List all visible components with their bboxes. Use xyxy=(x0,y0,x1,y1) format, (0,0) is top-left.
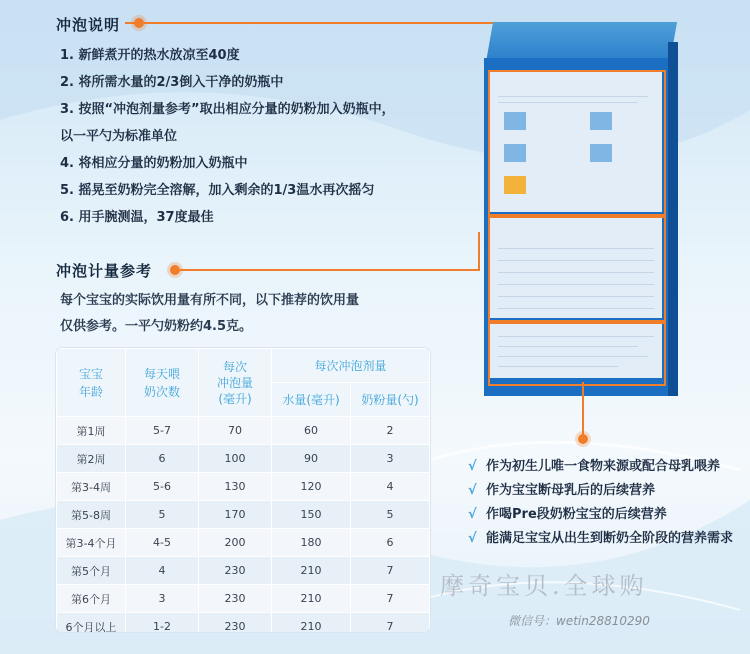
cell-feeds: 6 xyxy=(126,445,199,473)
watermark-text: 摩奇宝贝.全球购 xyxy=(440,572,648,600)
cell-volume: 200 xyxy=(199,529,272,557)
cell-water: 120 xyxy=(272,473,351,501)
prep-step: 4. 将相应分量的奶粉加入奶瓶中 xyxy=(60,156,248,171)
cell-powder: 5 xyxy=(351,501,430,529)
dosage-title: 冲泡计量参考 xyxy=(56,262,153,280)
check-icon: √ xyxy=(468,483,477,498)
cell-volume: 230 xyxy=(199,557,272,585)
prep-step: 3. 按照“冲泡剂量参考”取出相应分量的奶粉加入奶瓶中， xyxy=(60,102,395,117)
prep-title-dot xyxy=(134,18,144,28)
table-row xyxy=(57,529,430,557)
dosage-callout-line xyxy=(180,269,480,271)
feature-text: 能满足宝宝从出生到断奶全阶段的营养需求 xyxy=(486,531,734,546)
table-row xyxy=(57,445,430,473)
cell-age: 第2周 xyxy=(57,445,126,473)
cell-powder: 7 xyxy=(351,585,430,613)
cell-powder: 4 xyxy=(351,473,430,501)
highlight-frame-properties xyxy=(488,322,666,386)
dosage-table xyxy=(56,348,430,632)
feature-text: 作喝Pre段奶粉宝宝的后续营养 xyxy=(486,507,667,522)
cell-water: 210 xyxy=(272,585,351,613)
cell-feeds: 1-2 xyxy=(126,613,199,633)
cell-feeds: 4 xyxy=(126,557,199,585)
feature-item xyxy=(468,527,738,551)
product-box-image xyxy=(484,22,674,397)
cell-powder: 6 xyxy=(351,529,430,557)
cell-age: 6个月以上 xyxy=(57,613,126,633)
feature-item xyxy=(468,503,738,527)
cell-water: 90 xyxy=(272,445,351,473)
check-icon: √ xyxy=(468,507,477,522)
cell-feeds: 3 xyxy=(126,585,199,613)
cell-powder: 2 xyxy=(351,417,430,445)
header-water: 水量(毫升) xyxy=(272,383,351,417)
features-callout-dot xyxy=(578,434,588,444)
cell-volume: 170 xyxy=(199,501,272,529)
feature-list xyxy=(468,455,738,551)
header-volume: 每次 冲泡量 (毫升) xyxy=(199,349,272,417)
cell-volume: 130 xyxy=(199,473,272,501)
prep-step: 2. 将所需水量的2/3倒入干净的奶瓶中 xyxy=(60,75,284,90)
cell-powder: 3 xyxy=(351,445,430,473)
cell-water: 180 xyxy=(272,529,351,557)
header-feeds: 每天喂 奶次数 xyxy=(126,349,199,417)
table-row xyxy=(57,557,430,585)
cell-age: 第1周 xyxy=(57,417,126,445)
cell-feeds: 4-5 xyxy=(126,529,199,557)
dosage-callout-drop xyxy=(478,232,480,271)
cell-volume: 230 xyxy=(199,585,272,613)
feature-item xyxy=(468,455,738,479)
table-row xyxy=(57,585,430,613)
cell-age: 第3-4周 xyxy=(57,473,126,501)
header-age: 宝宝 年龄 xyxy=(57,349,126,417)
highlight-frame-dosage xyxy=(488,216,666,322)
prep-steps xyxy=(60,42,480,231)
cell-age: 第5个月 xyxy=(57,557,126,585)
intro-line: 每个宝宝的实际饮用量有所不同，以下推荐的饮用量 xyxy=(60,293,360,308)
feature-text: 作为宝宝断母乳后的后续营养 xyxy=(486,483,656,498)
feature-text: 作为初生儿唯一食物来源或配合母乳喂养 xyxy=(486,459,721,474)
table-row xyxy=(57,417,430,445)
check-icon: √ xyxy=(468,531,477,546)
cell-feeds: 5-7 xyxy=(126,417,199,445)
cell-age: 第5-8周 xyxy=(57,501,126,529)
highlight-frame-prep xyxy=(488,70,666,216)
header-dose-group: 每次冲泡剂量 xyxy=(272,349,430,383)
cell-powder: 7 xyxy=(351,613,430,633)
table-row xyxy=(57,501,430,529)
cell-age: 第6个月 xyxy=(57,585,126,613)
prep-step: 5. 摇晃至奶粉完全溶解，加入剩余的1/3温水再次摇匀 xyxy=(60,183,375,198)
prep-step: 1. 新鲜煮开的热水放凉至40度 xyxy=(60,48,240,63)
table-row xyxy=(57,473,430,501)
dosage-title-dot xyxy=(170,265,180,275)
intro-line: 仅供参考。一平勺奶粉约4.5克。 xyxy=(60,319,253,334)
box-side xyxy=(668,42,678,396)
feature-item xyxy=(468,479,738,503)
cell-age: 第3-4个月 xyxy=(57,529,126,557)
cell-water: 210 xyxy=(272,557,351,585)
dosage-intro xyxy=(60,288,440,340)
box-top xyxy=(486,22,677,62)
cell-volume: 100 xyxy=(199,445,272,473)
header-powder: 奶粉量(勺) xyxy=(351,383,430,417)
cell-water: 210 xyxy=(272,613,351,633)
cell-feeds: 5-6 xyxy=(126,473,199,501)
prep-title: 冲泡说明 xyxy=(56,16,121,34)
cell-feeds: 5 xyxy=(126,501,199,529)
prep-step: 6. 用手腕测温，37度最佳 xyxy=(60,210,214,225)
cell-volume: 230 xyxy=(199,613,272,633)
features-callout-drop xyxy=(582,382,584,437)
cell-powder: 7 xyxy=(351,557,430,585)
watermark-contact: 微信号：wetin28810290 xyxy=(508,614,650,628)
cell-water: 60 xyxy=(272,417,351,445)
prep-step: 以一平勺为标准单位 xyxy=(60,129,178,144)
cell-water: 150 xyxy=(272,501,351,529)
check-icon: √ xyxy=(468,459,477,474)
table-row xyxy=(57,613,430,633)
cell-volume: 70 xyxy=(199,417,272,445)
